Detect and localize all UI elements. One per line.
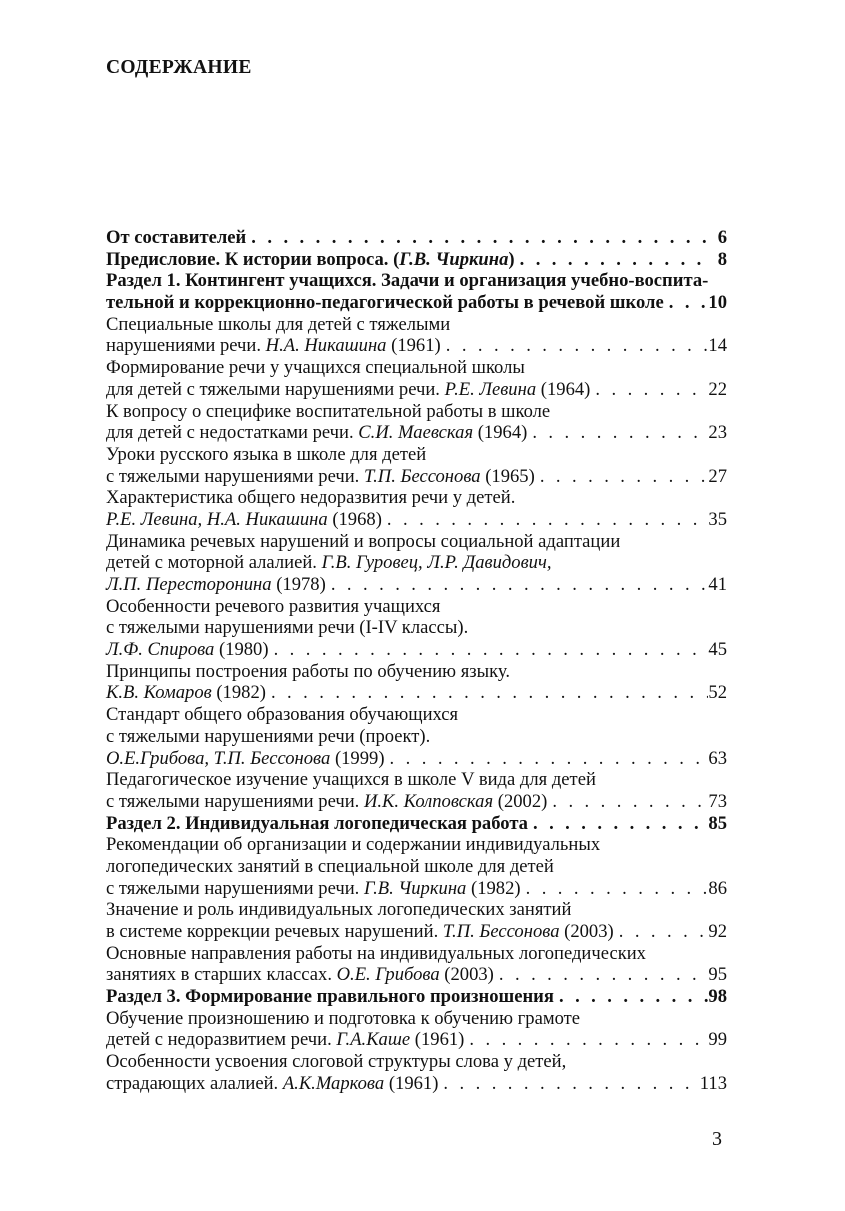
toc-entry[interactable] <box>106 769 727 812</box>
page-number: 3 <box>712 1128 722 1150</box>
toc-page-number: 23 <box>708 422 727 444</box>
title-text: Стандарт общего образования обучающихся <box>106 704 459 726</box>
author-name: А.К.Маркова <box>282 1072 385 1094</box>
toc-entry-last-line <box>106 791 727 813</box>
dot-leader <box>528 813 708 835</box>
toc-entry-title <box>106 574 326 596</box>
toc-entry-title <box>106 878 521 900</box>
toc-entry-title <box>106 335 441 357</box>
toc-entry-line <box>106 769 727 791</box>
toc-entry-line <box>106 444 727 466</box>
author-name: С.И. Маевская <box>358 422 474 444</box>
toc-entry-last-line <box>106 921 727 943</box>
title-text: (1980) <box>214 639 269 661</box>
toc-page-number: 92 <box>708 921 727 942</box>
title-text: Значение и роль индивидуальных логопедических занятий <box>106 899 572 921</box>
title-text: Предисловие. К истории вопроса. ( <box>106 248 400 270</box>
title-text: (2003) <box>559 921 614 942</box>
toc-entry-last-line <box>106 813 727 835</box>
title-text: От составителей <box>106 227 247 248</box>
author-name: Н.А. Никашина <box>265 335 387 357</box>
title-text: (1961) <box>384 1072 439 1094</box>
author-name: Г.А.Каше <box>336 1029 411 1051</box>
toc-entry-title <box>106 986 554 1008</box>
dot-leader <box>535 466 709 488</box>
toc-entry-line <box>106 487 727 509</box>
dot-leader <box>438 1073 699 1095</box>
toc-page-number: 8 <box>717 248 727 270</box>
dot-leader <box>590 379 708 401</box>
dot-leader <box>547 791 708 813</box>
toc-page-number: 22 <box>708 378 727 400</box>
title-text: для детей с недостатками речи. <box>106 422 359 444</box>
toc-entry-line <box>106 552 727 574</box>
toc-page-number: 41 <box>708 574 727 595</box>
toc-page-number: 14 <box>708 335 727 357</box>
title-text: Формирование речи у учащихся специальной школы <box>106 357 525 379</box>
author-name: Р.Е. Левина, Н.А. Никашина <box>106 508 328 530</box>
toc-entry-title <box>106 639 269 661</box>
toc-page-number: 85 <box>708 812 727 834</box>
title-text: занятиях в старших классах. <box>106 964 337 986</box>
toc-entry-last-line <box>106 639 727 661</box>
toc-entry-line <box>106 704 727 726</box>
toc-section-heading[interactable] <box>106 986 727 1008</box>
author-name: Р.Е. Левина <box>444 378 537 400</box>
toc-entry-last-line <box>106 1029 727 1051</box>
dot-leader <box>382 509 709 531</box>
toc-entry[interactable] <box>106 401 727 444</box>
toc-section-heading[interactable] <box>106 227 727 249</box>
title-text: (1982) <box>466 877 521 899</box>
dot-leader <box>246 227 713 249</box>
toc-page-number: 6 <box>717 227 727 248</box>
title-text: Специальные школы для детей с тяжелыми <box>106 313 451 335</box>
author-name: Т.П. Бессонова <box>442 921 560 942</box>
dot-leader <box>521 878 709 900</box>
title-text: (2003) <box>439 964 494 986</box>
toc-page-number: 98 <box>708 986 727 1008</box>
toc-page-number: 52 <box>708 682 727 704</box>
title-text: Раздел 2. Индивидуальная логопедическая работа <box>106 812 528 834</box>
toc-page-number: 27 <box>708 465 727 487</box>
toc-entry[interactable] <box>106 314 727 357</box>
dot-leader <box>385 748 709 770</box>
title-text: в системе коррекции речевых нарушений. <box>106 921 443 942</box>
toc-section-heading[interactable] <box>106 249 727 271</box>
title-text: страдающих алалией. <box>106 1072 283 1094</box>
title-text: (1968) <box>327 508 382 530</box>
toc-entry-last-line <box>106 466 727 488</box>
dot-leader <box>614 921 709 943</box>
toc-entry-last-line <box>106 682 727 704</box>
toc-entry[interactable] <box>106 487 727 530</box>
toc-entry-title <box>106 292 664 314</box>
title-text: (1964) <box>473 422 528 444</box>
toc-page-number: 45 <box>708 639 727 661</box>
title-text: с тяжелыми нарушениями речи (I-IV классы). <box>106 617 469 639</box>
toc-entry[interactable] <box>106 899 727 942</box>
title-text: Рекомендации об организации и содержании индивидуальных <box>106 834 601 856</box>
toc-entry-last-line <box>106 335 727 357</box>
toc-entry[interactable] <box>106 596 727 661</box>
toc-entry-last-line <box>106 227 727 249</box>
author-name: И.К. Колповская <box>363 790 494 812</box>
title-text: Особенности усвоения слоговой структуры слова у детей, <box>106 1051 567 1073</box>
toc-entry-line <box>106 531 727 553</box>
toc-entry-line <box>106 899 727 921</box>
toc-entry-line <box>106 856 727 878</box>
toc-entry-last-line <box>106 878 727 900</box>
title-text: с тяжелыми нарушениями речи (проект). <box>106 725 431 747</box>
dot-leader <box>527 422 708 444</box>
toc-entry-last-line <box>106 292 727 314</box>
dot-leader <box>326 574 709 596</box>
toc-entry-line <box>106 661 727 683</box>
toc-page-number: 99 <box>708 1029 727 1051</box>
toc-entry-last-line <box>106 748 727 770</box>
dot-leader <box>515 249 713 271</box>
toc-section-heading[interactable] <box>106 813 727 835</box>
toc-entry-line <box>106 617 727 639</box>
dot-leader <box>554 986 708 1008</box>
toc-entry-title <box>106 964 494 986</box>
author-name: Т.П. Бессонова <box>363 465 481 487</box>
toc-entry-title <box>106 748 385 770</box>
toc-entry-line <box>106 943 727 965</box>
title-text: Уроки русского языка в школе для детей <box>106 443 427 465</box>
title-text: с тяжелыми нарушениями речи. <box>106 465 364 487</box>
toc-entry-title <box>106 249 515 271</box>
toc-entry[interactable] <box>106 704 727 769</box>
toc-entry-title <box>106 1073 438 1095</box>
title-text: Педагогическое изучение учащихся в школе V вида для детей <box>106 769 596 791</box>
toc-entry-last-line <box>106 986 727 1008</box>
table-of-contents <box>106 227 727 1095</box>
author-name: Л.Ф. Спирова <box>106 639 215 661</box>
toc-page-number: 95 <box>708 964 727 986</box>
toc-section-heading[interactable] <box>106 270 727 313</box>
toc-entry[interactable] <box>106 943 727 986</box>
author-name: Л.П. Пересторонина <box>106 574 272 595</box>
toc-entry-line <box>106 314 727 336</box>
toc-entry[interactable] <box>106 661 727 704</box>
title-text: (1999) <box>330 747 385 769</box>
toc-page-number: 113 <box>699 1072 727 1094</box>
title-text: (1965) <box>480 465 535 487</box>
toc-entry-last-line <box>106 1073 727 1095</box>
title-text: для детей с тяжелыми нарушениями речи. <box>106 378 445 400</box>
title-text: с тяжелыми нарушениями речи. <box>106 877 364 899</box>
toc-entry[interactable] <box>106 1008 727 1051</box>
title-text: К вопросу о специфике воспитательной работы в школе <box>106 400 551 422</box>
title-text: Динамика речевых нарушений и вопросы социальной адаптации <box>106 530 621 552</box>
toc-entry-title <box>106 813 528 835</box>
title-text: (1961) <box>410 1029 465 1051</box>
page-title: СОДЕРЖАНИЕ <box>106 57 252 78</box>
toc-entry[interactable] <box>106 357 727 400</box>
title-text: (1978) <box>271 574 326 595</box>
toc-entry-title <box>106 509 382 531</box>
toc-entry[interactable] <box>106 444 727 487</box>
toc-entry-title <box>106 422 527 444</box>
toc-entry-line <box>106 1051 727 1073</box>
dot-leader <box>494 964 709 986</box>
title-text: Раздел 3. Формирование правильного произношения <box>106 986 554 1008</box>
title-text: (1964) <box>536 378 591 400</box>
dot-leader <box>269 639 709 661</box>
toc-entry-line <box>106 1008 727 1030</box>
title-text: с тяжелыми нарушениями речи. <box>106 790 364 812</box>
title-text: (2002) <box>493 790 548 812</box>
toc-entry-last-line <box>106 574 727 596</box>
toc-entry-title <box>106 1029 464 1051</box>
toc-entry-title <box>106 227 246 249</box>
title-text: (1982) <box>211 682 266 704</box>
toc-entry-title <box>106 466 535 488</box>
title-text: ) <box>508 248 515 270</box>
toc-entry-last-line <box>106 379 727 401</box>
toc-page-number: 86 <box>708 877 727 899</box>
title-text: Обучение произношению и подготовка к обучению грамоте <box>106 1007 581 1029</box>
toc-entry-last-line <box>106 249 727 271</box>
toc-entry-title <box>106 921 614 943</box>
author-name: О.Е. Грибова <box>336 964 440 986</box>
toc-entry-title <box>106 379 590 401</box>
dot-leader <box>664 292 709 314</box>
toc-entry-title <box>106 682 266 704</box>
title-text: тельной и коррекционно-педагогической работы в речевой школе <box>106 292 664 314</box>
title-text: Характеристика общего недоразвития речи у детей. <box>106 487 516 509</box>
dot-leader <box>464 1029 708 1051</box>
title-text: нарушениями речи. <box>106 335 266 357</box>
author-name: Г.В. Чиркина <box>399 248 509 270</box>
toc-entry[interactable] <box>106 531 727 596</box>
title-text: логопедических занятий в специальной школе для детей <box>106 855 554 877</box>
author-name: К.В. Комаров <box>106 682 212 704</box>
author-name: Г.В. Гуровец, Л.Р. Давидович, <box>321 552 552 574</box>
title-text: Раздел 1. Контингент учащихся. Задачи и организация учебно-воспита- <box>106 270 709 292</box>
toc-entry-line <box>106 726 727 748</box>
toc-entry-line <box>106 596 727 618</box>
title-text: Принципы построения работы по обучению языку. <box>106 660 510 682</box>
toc-entry-line <box>106 270 727 292</box>
dot-leader <box>266 682 708 704</box>
toc-page-number: 10 <box>708 292 727 314</box>
toc-entry-line <box>106 401 727 423</box>
title-text: Особенности речевого развития учащихся <box>106 595 441 617</box>
toc-page-number: 73 <box>708 790 727 812</box>
title-text: (1961) <box>386 335 441 357</box>
toc-page-number: 35 <box>708 508 727 530</box>
toc-entry-last-line <box>106 422 727 444</box>
toc-entry[interactable] <box>106 1051 727 1094</box>
title-text: детей с недоразвитием речи. <box>106 1029 337 1051</box>
title-text: детей с моторной алалией. <box>106 552 322 574</box>
toc-entry-last-line <box>106 509 727 531</box>
author-name: О.Е.Грибова, Т.П. Бессонова <box>106 747 331 769</box>
toc-entry-line <box>106 834 727 856</box>
dot-leader <box>441 335 709 357</box>
author-name: Г.В. Чиркина <box>363 877 467 899</box>
toc-page-number: 63 <box>708 747 727 769</box>
toc-entry-title <box>106 791 547 813</box>
title-text: Основные направления работы на индивидуальных логопедических <box>106 942 646 964</box>
toc-entry-line <box>106 357 727 379</box>
toc-entry-last-line <box>106 964 727 986</box>
toc-entry[interactable] <box>106 834 727 899</box>
